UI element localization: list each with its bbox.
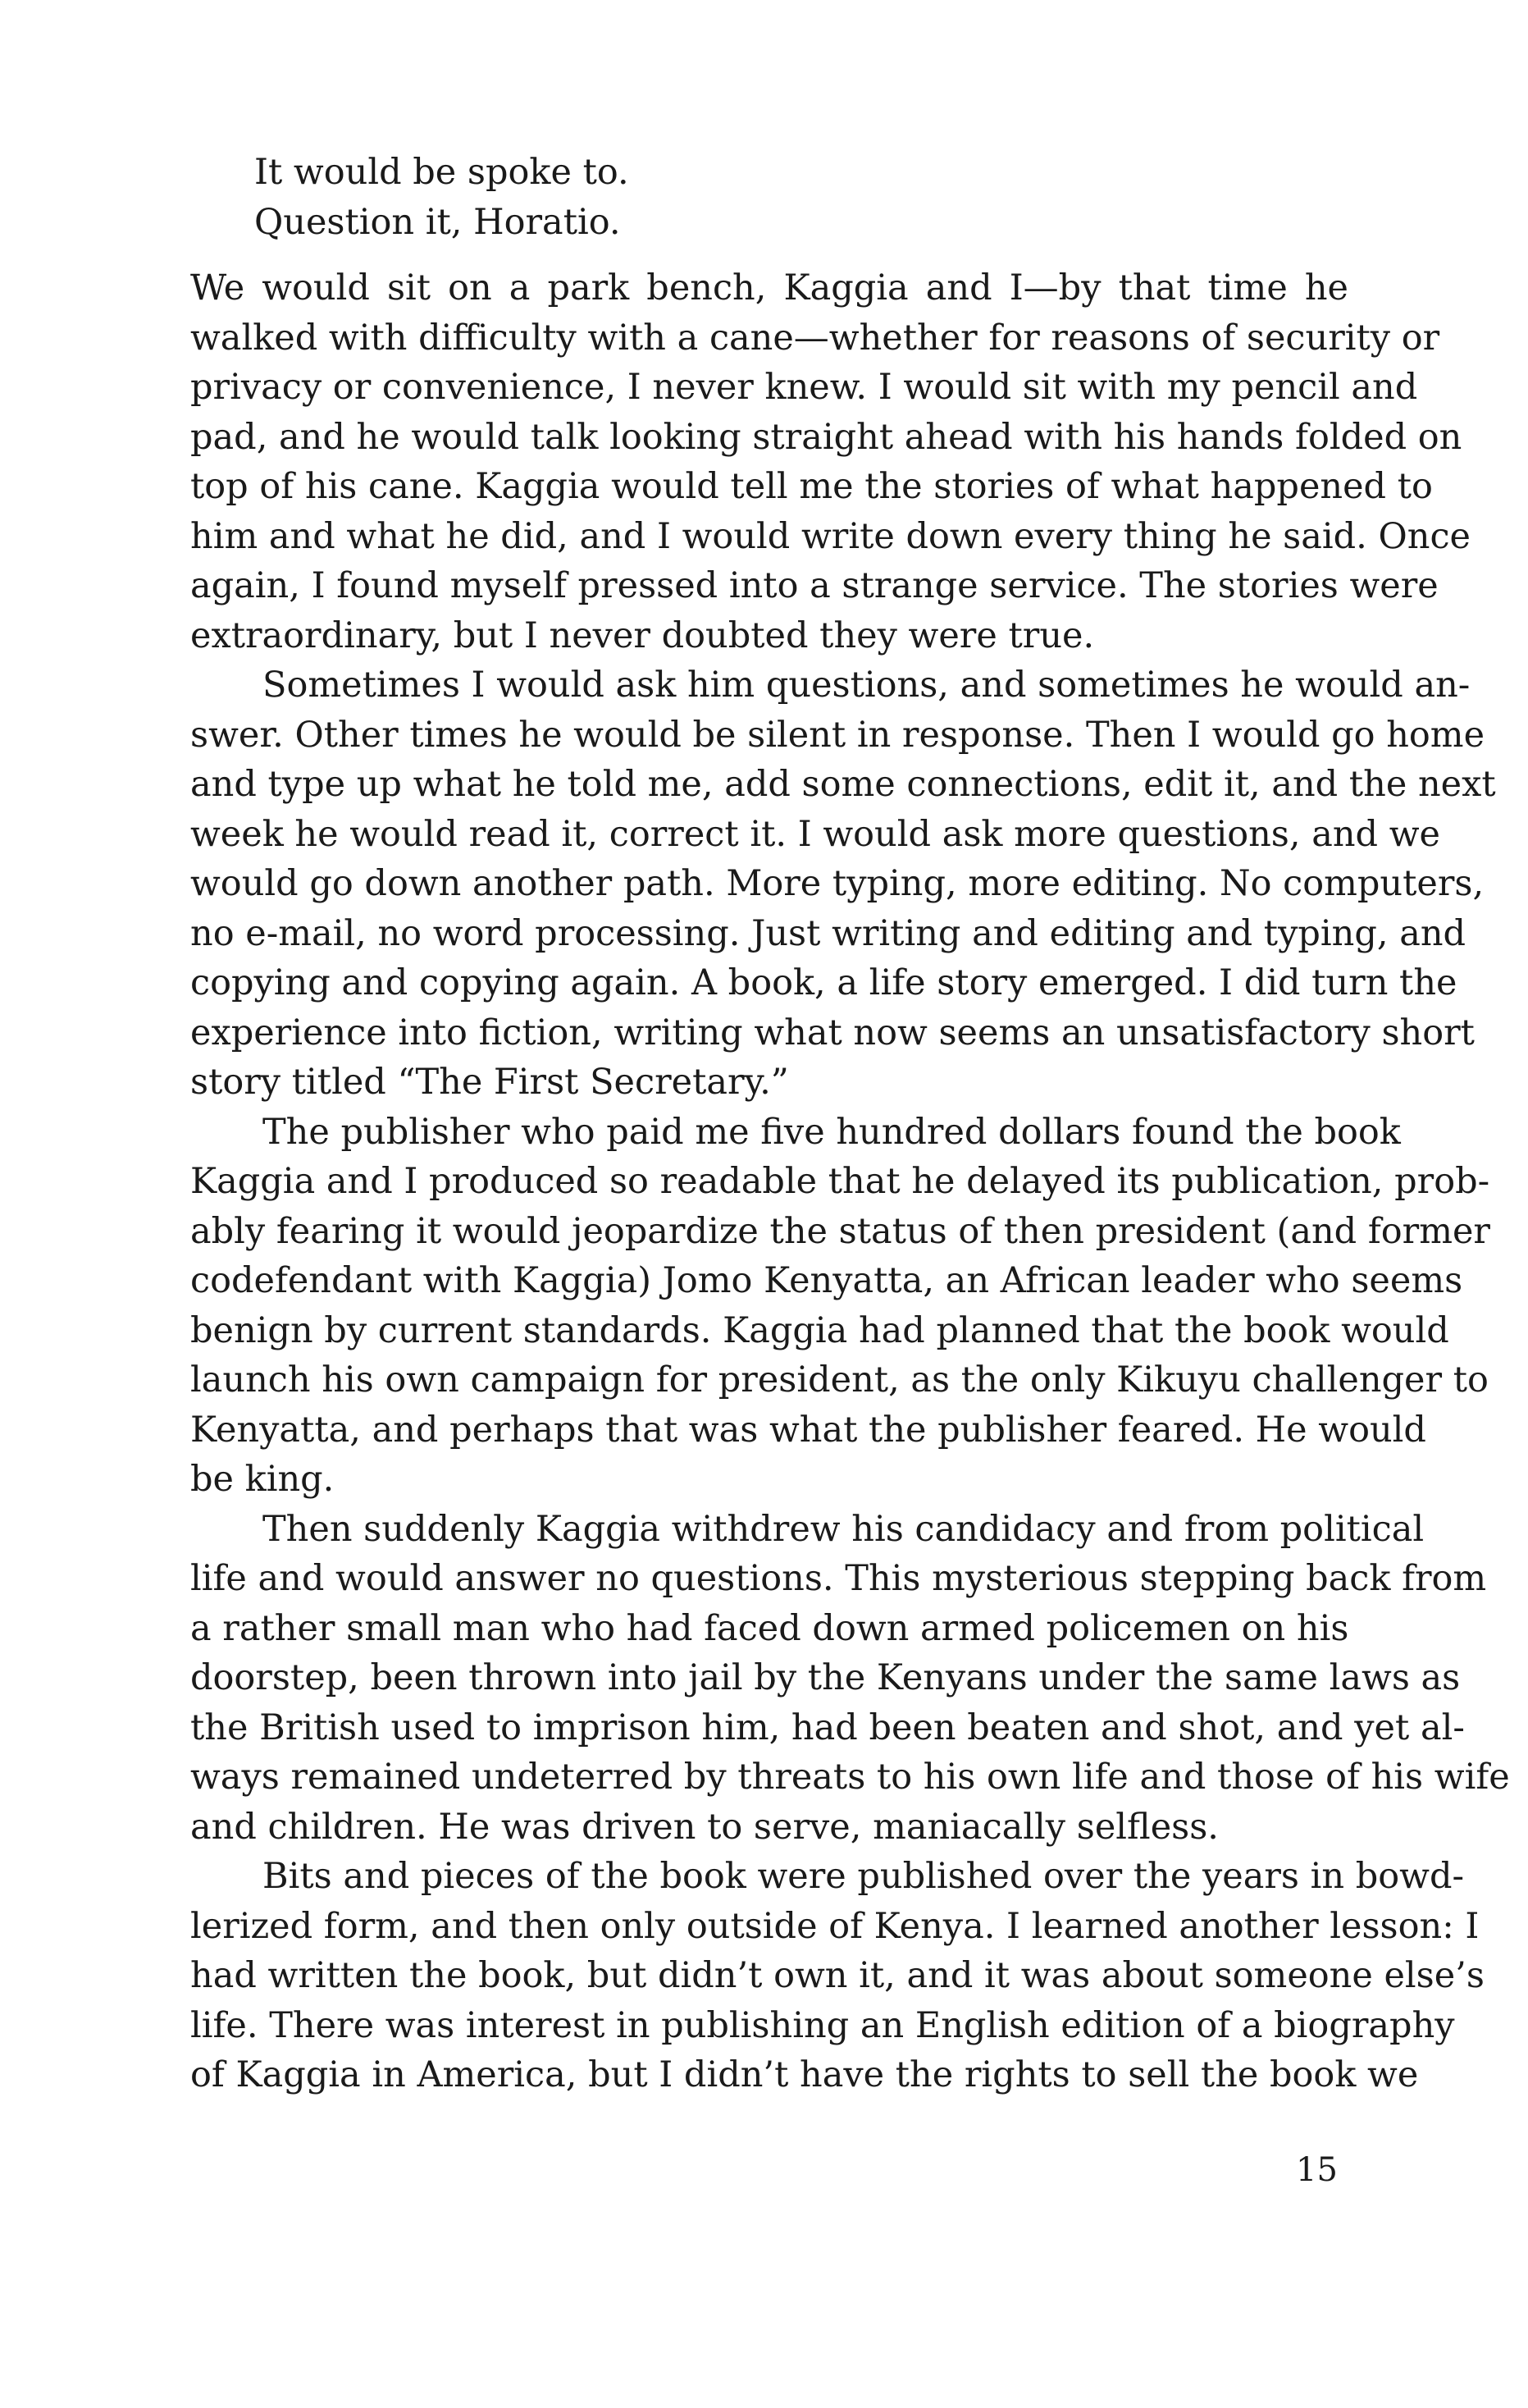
- text-line: week he would read it, correct it. I would ask more questions, and we: [190, 813, 1440, 855]
- text-line: ways remained undeterred by threats to his own life and those of his wife: [190, 1757, 1510, 1798]
- text-line: launch his own campaign for president, as the only Kikuyu challenger to: [190, 1359, 1489, 1400]
- text-line: would go down another path. More typing, more editing. No computers,: [190, 863, 1485, 904]
- paragraph: [190, 263, 1471, 660]
- text-line: Bits and pieces of the book were published over the years in bowd-: [262, 1856, 1465, 1897]
- text-line: doorstep, been thrown into jail by the Kenyans under the same laws as: [190, 1657, 1461, 1698]
- text-line: had written the book, but didn’t own it, and it was about someone else’s: [190, 1955, 1485, 1996]
- paragraph: [190, 1852, 1485, 2100]
- text-line: Kaggia and I produced so readable that he delayed its publication, prob-: [190, 1161, 1490, 1202]
- text-line: ably fearing it would jeopardize the status of then president (and former: [190, 1210, 1490, 1252]
- text-line: again, I found myself pressed into a strange service. The stories were: [190, 565, 1439, 606]
- text-line: of Kaggia in America, but I didn’t have the rights to sell the book we: [190, 2054, 1419, 2095]
- text-line: no e-mail, no word processing. Just writing and editing and typing, and: [190, 912, 1466, 954]
- text-line: copying and copying again. A book, a life story emerged. I did turn the: [190, 962, 1457, 1003]
- text-line: Kenyatta, and perhaps that was what the publisher feared. He would: [190, 1409, 1426, 1451]
- verse-block: [190, 148, 1348, 247]
- text-line: a rather small man who had faced down armed policemen on his: [190, 1607, 1349, 1649]
- text-line: life and would answer no questions. This mysterious stepping back from: [190, 1558, 1487, 1599]
- text-line: life. There was interest in publishing an English edition of a biography: [190, 2004, 1455, 2046]
- text-line: the British used to imprison him, had been beaten and shot, and yet al-: [190, 1707, 1465, 1748]
- text-line: swer. Other times he would be silent in response. Then I would go home: [190, 714, 1485, 756]
- text-line: extraordinary, but I never doubted they were true.: [190, 615, 1095, 656]
- text-line: Then suddenly Kaggia withdrew his candidacy and from political: [262, 1508, 1425, 1550]
- text-line: Sometimes I would ask him questions, and sometimes he would an-: [262, 665, 1471, 706]
- text-line: pad, and he would talk looking straight ahead with his hands folded on: [190, 416, 1462, 458]
- text-line: him and what he did, and I would write down every thing he said. Once: [190, 515, 1471, 557]
- body-text: [190, 263, 1510, 2100]
- paragraph: [190, 1108, 1490, 1505]
- text-line: be king.: [190, 1459, 335, 1500]
- verse-line: It would be spoke to.: [254, 152, 629, 193]
- text-line: benign by current standards. Kaggia had planned that the book would: [190, 1309, 1449, 1351]
- text-line: lerized form, and then only outside of Kenya. I learned another lesson: I: [190, 1905, 1480, 1947]
- text-line: experience into fiction, writing what now seems an unsatisfactory short: [190, 1012, 1475, 1053]
- stanza-gap: [190, 247, 1348, 263]
- text-line: and type up what he told me, add some connections, edit it, and the next: [190, 764, 1496, 805]
- text-line: We would sit on a park bench, Kaggia and I—by that time he: [190, 267, 1348, 308]
- text-line: walked with difficulty with a cane—whether for reasons of security or: [190, 317, 1440, 359]
- page-body: [190, 148, 1510, 2100]
- paragraph: [190, 660, 1496, 1108]
- text-line: story titled “The First Secretary.”: [190, 1062, 789, 1103]
- text-line: and children. He was driven to serve, maniacally selfless.: [190, 1806, 1219, 1848]
- verse-line: Question it, Horatio.: [254, 201, 621, 243]
- text-line: top of his cane. Kaggia would tell me the stories of what happened to: [190, 466, 1433, 507]
- page-number: 15: [1296, 2151, 1338, 2189]
- paragraph: [190, 1505, 1510, 1853]
- text-line: The publisher who paid me five hundred dollars found the book: [262, 1111, 1401, 1153]
- text-line: codefendant with Kaggia) Jomo Kenyatta, an African leader who seems: [190, 1260, 1463, 1301]
- text-line: privacy or convenience, I never knew. I would sit with my pencil and: [190, 367, 1418, 408]
